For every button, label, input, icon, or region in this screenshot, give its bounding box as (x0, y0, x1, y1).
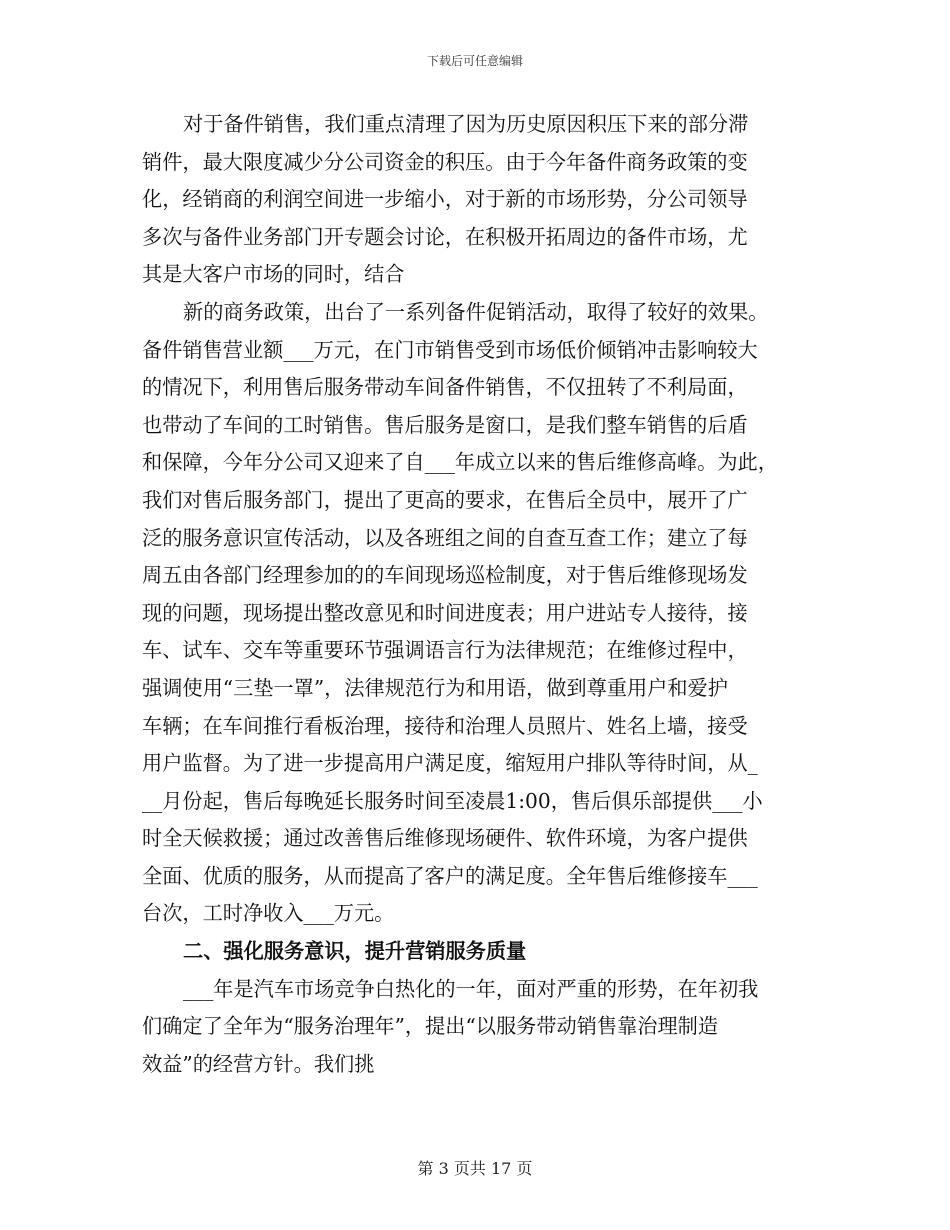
page-header: 下载后可任意编辑 (426, 54, 523, 68)
text-line: 备件销售营业额___万元，在门市销售受到市场低价倾销冲击影响较大 (142, 337, 758, 362)
text-line: 周五由各部门经理参加的的车间现场巡检制度，对于售后维修现场发 (142, 563, 748, 588)
text-line: 台次，工时净收入___万元。 (142, 901, 395, 926)
text-line: 用户监督。为了进一步提高用户满足度，缩短用户排队等待时间，从_ (142, 751, 758, 776)
text-line: 新的商务政策，出台了一系列备件促销活动，取得了较好的效果。 (183, 299, 769, 324)
page-footer: 第 3 页共 17 页 (417, 1159, 533, 1178)
text-line: 销件，最大限度减少分公司资金的积压。由于今年备件商务政策的变 (142, 149, 748, 174)
text-line: 和保障，今年分公司又迎来了自___年成立以来的售后维修高峰。为此， (142, 450, 778, 475)
text-line: 现的问题，现场提出整改意见和时间进度表；用户进站专人接待，接 (142, 600, 748, 625)
text-line: 对于备件销售，我们重点清理了因为历史原因积压下来的部分滞 (183, 112, 749, 136)
text-line: 强调使用“三垫一罩”，法律规范行为和用语，做到尊重用户和爱护 (142, 675, 728, 700)
text-line: 也带动了车间的工时销售。售后服务是窗口，是我们整车销售的后盾 (142, 412, 748, 437)
text-line: 多次与备件业务部门开专题会讨论，在积极开拓周边的备件市场，尤 (142, 224, 748, 249)
text-line: 我们对售后服务部门，提出了更高的要求，在售后全员中，展开了广 (142, 487, 748, 512)
text-line: 时全天候救援；通过改善售后维修现场硬件、软件环境，为客户提供 (142, 826, 748, 851)
document-body (142, 106, 822, 1083)
text-line: 车、试车、交车等重要环节强调语言行为法律规范；在维修过程中， (142, 638, 748, 663)
text-line: 化，经销商的利润空间进一步缩小，对于新的市场形势，分公司领导 (142, 187, 748, 212)
text-line: 车辆；在车间推行看板治理，接待和治理人员照片、姓名上墙，接受 (142, 713, 748, 738)
text-line: ___年是汽车市场竞争白热化的一年，面对严重的形势，在年初我 (183, 976, 759, 1001)
text-line: 们确定了全年为“服务治理年”，提出“以服务带动销售靠治理制造 (142, 1014, 719, 1039)
text-line: 全面、优质的服务，从而提高了客户的满足度。全年售后维修接车___ (142, 863, 758, 888)
text-line: 泛的服务意识宣传活动，以及各班组之间的自查互查工作；建立了每 (142, 525, 748, 550)
text-line: 效益”的经营方针。我们挑 (142, 1051, 375, 1076)
text-line: __月份起，售后每晚延长服务时间至凌晨1:00，售后俱乐部提供___小 (142, 788, 763, 813)
text-line: 的情况下，利用售后服务带动车间备件销售，不仅扭转了不利局面， (142, 375, 748, 400)
text-line: 其是大客户市场的同时，结合 (142, 262, 405, 287)
section-heading: 二、强化服务意识，提升营销服务质量 (183, 939, 527, 964)
